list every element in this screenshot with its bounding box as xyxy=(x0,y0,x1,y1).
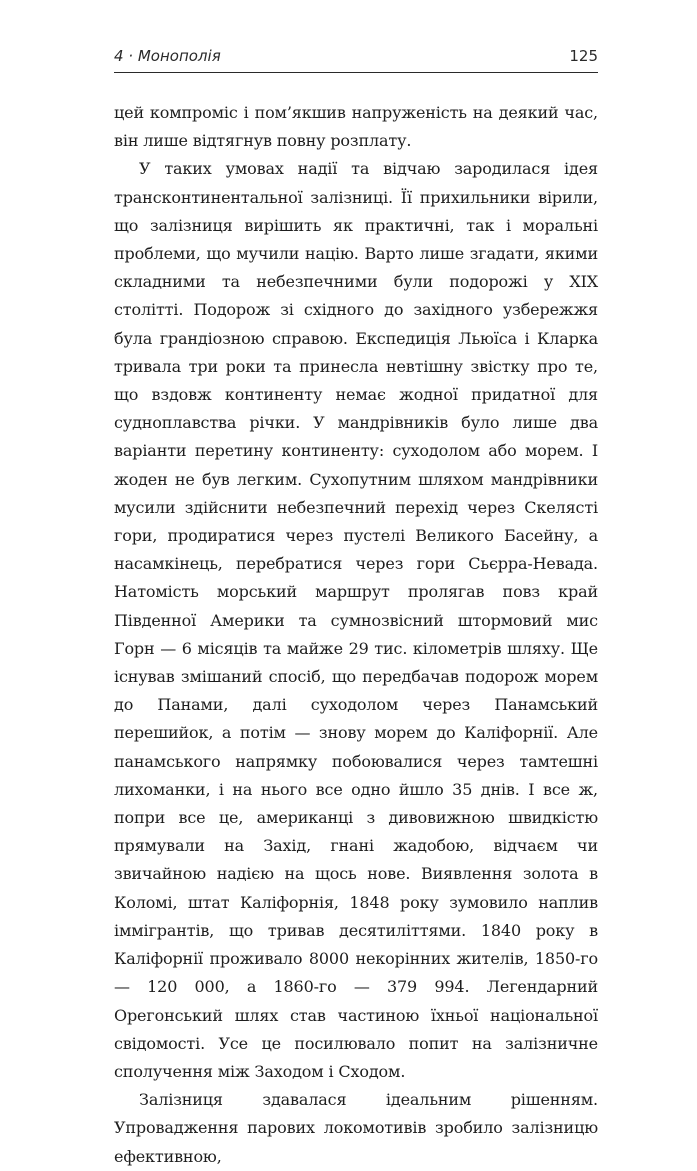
page-number: 125 xyxy=(569,47,598,65)
running-header xyxy=(114,44,598,68)
header-rule xyxy=(114,72,598,73)
book-page xyxy=(114,44,598,1171)
body-text xyxy=(114,99,598,1171)
paragraph: У таких умовах надії та відчаю зародилася ідея трансконтинентальної залізниці. Її прихильники вірили, що залізниця вирішить як практичні, так і моральні проблеми, що мучили націю. Варто лише згадати, якими складними та небезпечними були подорожі у XIX столітті. Подорож зі східного до західного узбережжя була грандіозною справою. Експедиція Льюїса і Кларка тривала три роки та принесла невтішну звістку про те, що вздовж континенту немає жодної придатної для судноплавства річки. У мандрівників було лише два варіанти перетину континенту: суходолом або морем. І жоден не був легким. Сухопутним шляхом мандрівники мусили здійснити небезпечний перехід через Скелясті гори, продиратися через пустелі Великого Басейну, а насамкінець, перебратися через гори Сьєрра-Невада. Натомість морський маршрут пролягав повз край Південної Америки та сумнозвісний штормовий мис Горн — 6 місяців та майже 29 тис. кілометрів шляху. Ще існував змішаний спосіб, що передбачав подорож морем до Панами, далі суходолом через Панамський перешийок, а потім — знову морем до Каліфорнії. Але панамського напрямку побоювалися через тамтешні лихоманки, і на нього все одно йшло 35 днів. І все ж, попри все це, американці з дивовижною швидкістю прямували на Захід, гнані жадобою, відчаєм чи звичайною надією на щось нове. Виявлення золота в Коломі, штат Каліфорнія, 1848 року зумовило наплив іммігрантів, що тривав десятиліттями. 1840 року в Каліфорнії проживало 8000 некорінних жителів, 1850-го — 120 000, а 1860-го — 379 994. Легендарний Орегонський шлях став частиною їхньої національної свідомості. Усе це посилювало попит на залізничне сполучення між Заходом і Сходом. xyxy=(114,159,598,1081)
paragraph: Залізниця здавалася ідеальним рішенням. Упровадження парових локомотивів зробило залізницю ефективною, xyxy=(114,1090,598,1166)
paragraph: цей компроміс і пом’якшив напруженість на деякий час, він лише відтягнув повну розплату. xyxy=(114,103,598,151)
chapter-title: 4 · Монополія xyxy=(114,47,221,65)
